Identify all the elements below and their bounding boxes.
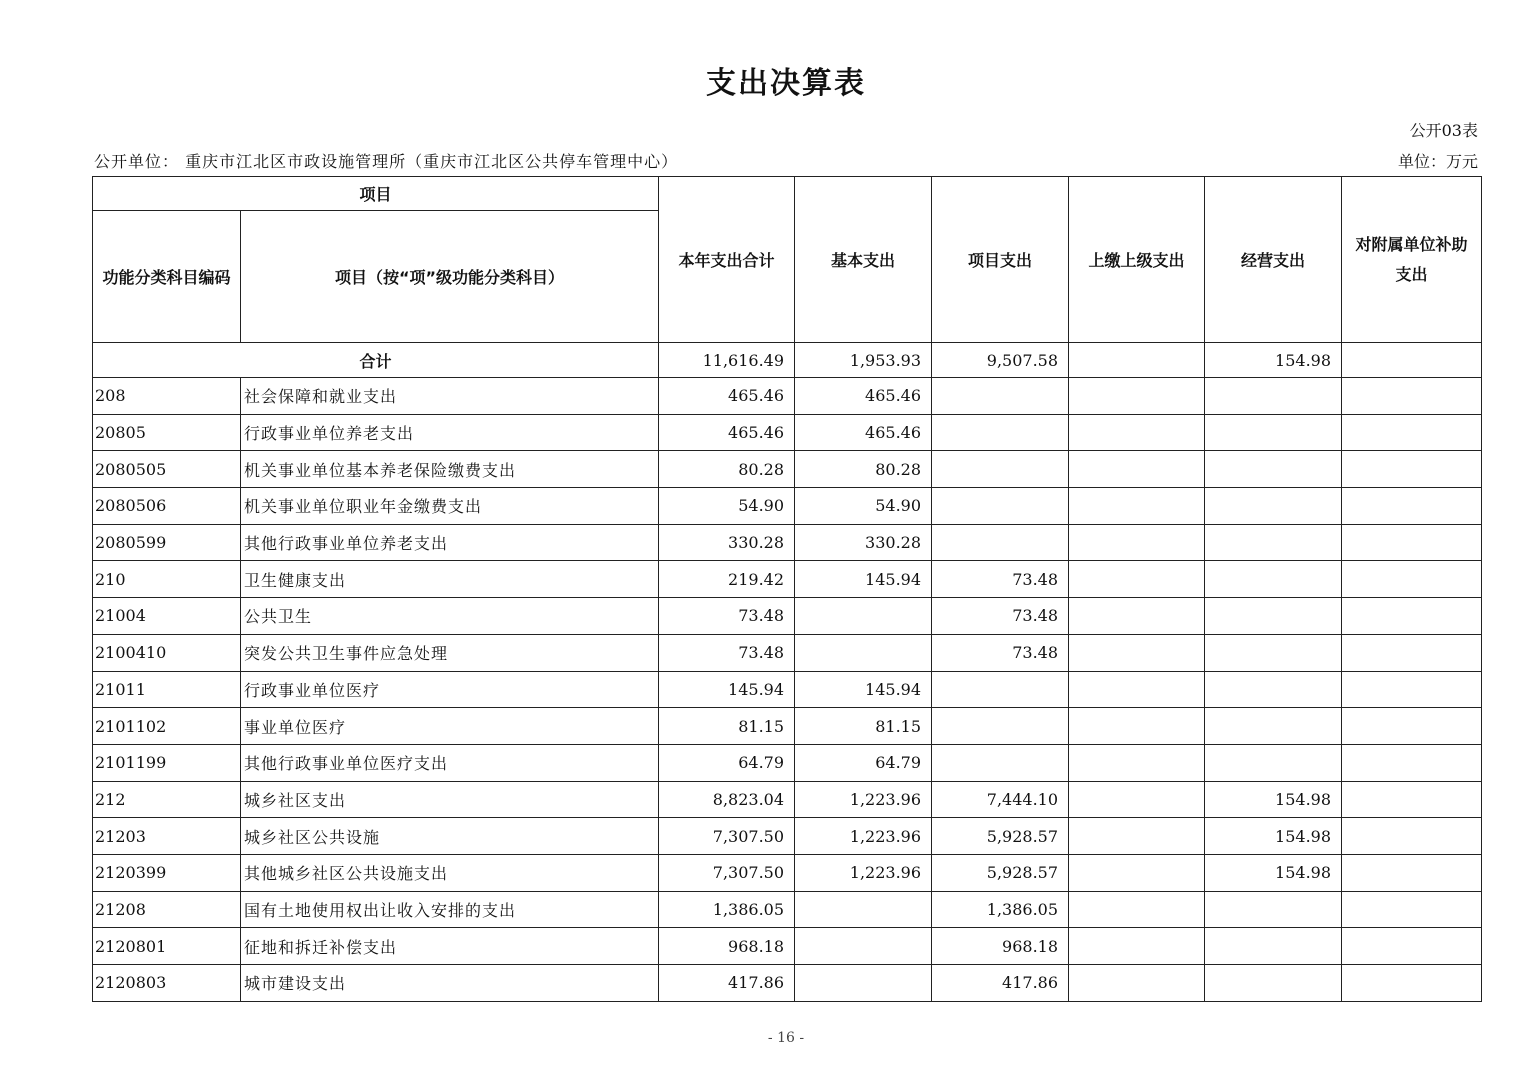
row-basic: 81.15 [795, 708, 932, 745]
row-project: 5,928.57 [932, 818, 1069, 855]
row-project [932, 488, 1069, 525]
row-business [1205, 928, 1342, 965]
row-name: 卫生健康支出 [241, 561, 659, 598]
table-row [93, 671, 1482, 708]
row-project [932, 451, 1069, 488]
row-upper [1069, 561, 1205, 598]
row-project [932, 744, 1069, 781]
row-total: 465.46 [659, 378, 795, 415]
row-name: 其他城乡社区公共设施支出 [241, 854, 659, 891]
row-name: 社会保障和就业支出 [241, 378, 659, 415]
header-upper: 上缴上级支出 [1069, 177, 1205, 343]
header-project: 项目支出 [932, 177, 1069, 343]
row-code: 2080599 [93, 524, 241, 561]
table-row [93, 598, 1482, 635]
table-row [93, 561, 1482, 598]
row-upper [1069, 891, 1205, 928]
table-row [93, 818, 1482, 855]
row-code: 21011 [93, 671, 241, 708]
row-code: 2120801 [93, 928, 241, 965]
page-title: 支出决算表 [706, 66, 866, 101]
row-basic: 54.90 [795, 488, 932, 525]
row-total: 145.94 [659, 671, 795, 708]
row-basic: 1,223.96 [795, 854, 932, 891]
row-basic [795, 928, 932, 965]
row-total: 81.15 [659, 708, 795, 745]
table-row [93, 488, 1482, 525]
row-total: 465.46 [659, 414, 795, 451]
row-project: 7,444.10 [932, 781, 1069, 818]
table-row [93, 891, 1482, 928]
row-upper [1069, 744, 1205, 781]
row-business [1205, 451, 1342, 488]
summary-basic: 1,953.93 [795, 343, 932, 378]
row-subsidy [1342, 598, 1482, 635]
row-basic [795, 598, 932, 635]
row-upper [1069, 965, 1205, 1002]
row-total: 219.42 [659, 561, 795, 598]
summary-row [93, 343, 1482, 378]
row-upper [1069, 854, 1205, 891]
row-basic [795, 891, 932, 928]
row-subsidy [1342, 451, 1482, 488]
page-number: - 16 - [767, 1030, 805, 1046]
row-total: 417.86 [659, 965, 795, 1002]
row-code: 2080506 [93, 488, 241, 525]
unit-info-row [94, 149, 1478, 171]
row-code: 2101102 [93, 708, 241, 745]
row-basic [795, 965, 932, 1002]
row-subsidy [1342, 965, 1482, 1002]
table-row [93, 378, 1482, 415]
form-number: 公开03表 [1409, 121, 1478, 140]
row-business [1205, 598, 1342, 635]
row-upper [1069, 598, 1205, 635]
row-total: 7,307.50 [659, 854, 795, 891]
reporting-unit: 公开单位： 重庆市江北区市政设施管理所（重庆市江北区公共停车管理中心） [94, 152, 679, 171]
row-project: 417.86 [932, 965, 1069, 1002]
row-project: 968.18 [932, 928, 1069, 965]
table-row [93, 414, 1482, 451]
row-project [932, 378, 1069, 415]
row-subsidy [1342, 744, 1482, 781]
row-code: 21208 [93, 891, 241, 928]
row-name: 突发公共卫生事件应急处理 [241, 634, 659, 671]
row-upper [1069, 671, 1205, 708]
row-name: 机关事业单位基本养老保险缴费支出 [241, 451, 659, 488]
row-name: 城乡社区公共设施 [241, 818, 659, 855]
row-basic: 1,223.96 [795, 781, 932, 818]
header-code: 功能分类科目编码 [93, 211, 241, 343]
table-row [93, 634, 1482, 671]
row-project [932, 708, 1069, 745]
row-business: 154.98 [1205, 781, 1342, 818]
row-upper [1069, 451, 1205, 488]
row-basic: 465.46 [795, 414, 932, 451]
row-upper [1069, 488, 1205, 525]
table-row [93, 854, 1482, 891]
row-total: 73.48 [659, 634, 795, 671]
summary-label: 合计 [93, 343, 659, 378]
row-subsidy [1342, 891, 1482, 928]
row-subsidy [1342, 928, 1482, 965]
row-name: 其他行政事业单位养老支出 [241, 524, 659, 561]
row-business [1205, 891, 1342, 928]
row-code: 2100410 [93, 634, 241, 671]
row-total: 330.28 [659, 524, 795, 561]
row-total: 968.18 [659, 928, 795, 965]
row-basic: 80.28 [795, 451, 932, 488]
table-row [93, 928, 1482, 965]
summary-total: 11,616.49 [659, 343, 795, 378]
row-total: 7,307.50 [659, 818, 795, 855]
row-subsidy [1342, 708, 1482, 745]
row-code: 2120399 [93, 854, 241, 891]
row-project: 5,928.57 [932, 854, 1069, 891]
row-upper [1069, 524, 1205, 561]
row-total: 8,823.04 [659, 781, 795, 818]
row-project [932, 414, 1069, 451]
row-basic: 465.46 [795, 378, 932, 415]
row-code: 21203 [93, 818, 241, 855]
row-basic: 145.94 [795, 671, 932, 708]
table-row [93, 524, 1482, 561]
row-total: 64.79 [659, 744, 795, 781]
row-code: 212 [93, 781, 241, 818]
row-name: 事业单位医疗 [241, 708, 659, 745]
row-upper [1069, 928, 1205, 965]
header-item: 项目 [93, 177, 659, 211]
row-business [1205, 671, 1342, 708]
row-code: 20805 [93, 414, 241, 451]
summary-business: 154.98 [1205, 343, 1342, 378]
row-project: 73.48 [932, 634, 1069, 671]
row-name: 机关事业单位职业年金缴费支出 [241, 488, 659, 525]
row-code: 2080505 [93, 451, 241, 488]
expenditure-table [92, 176, 1482, 1002]
row-code: 208 [93, 378, 241, 415]
row-basic: 64.79 [795, 744, 932, 781]
row-business [1205, 634, 1342, 671]
row-subsidy [1342, 378, 1482, 415]
row-name: 行政事业单位医疗 [241, 671, 659, 708]
row-total: 73.48 [659, 598, 795, 635]
summary-upper [1069, 343, 1205, 378]
row-total: 80.28 [659, 451, 795, 488]
row-name: 城乡社区支出 [241, 781, 659, 818]
header-basic: 基本支出 [795, 177, 932, 343]
header-total: 本年支出合计 [659, 177, 795, 343]
row-project [932, 524, 1069, 561]
row-subsidy [1342, 561, 1482, 598]
row-business [1205, 488, 1342, 525]
row-business: 154.98 [1205, 818, 1342, 855]
row-subsidy [1342, 781, 1482, 818]
row-subsidy [1342, 671, 1482, 708]
row-subsidy [1342, 634, 1482, 671]
row-basic: 145.94 [795, 561, 932, 598]
row-business [1205, 524, 1342, 561]
header-name: 项目（按“项”级功能分类科目） [241, 211, 659, 343]
row-subsidy [1342, 854, 1482, 891]
row-project: 73.48 [932, 598, 1069, 635]
row-subsidy [1342, 414, 1482, 451]
row-code: 210 [93, 561, 241, 598]
table-row [93, 781, 1482, 818]
row-code: 2101199 [93, 744, 241, 781]
row-name: 城市建设支出 [241, 965, 659, 1002]
table-row [93, 451, 1482, 488]
row-name: 征地和拆迁补偿支出 [241, 928, 659, 965]
row-business: 154.98 [1205, 854, 1342, 891]
row-basic: 330.28 [795, 524, 932, 561]
row-project [932, 671, 1069, 708]
row-subsidy [1342, 818, 1482, 855]
row-project: 73.48 [932, 561, 1069, 598]
table-row [93, 965, 1482, 1002]
row-upper [1069, 378, 1205, 415]
table-row [93, 744, 1482, 781]
row-business [1205, 414, 1342, 451]
row-business [1205, 378, 1342, 415]
row-upper [1069, 414, 1205, 451]
row-name: 其他行政事业单位医疗支出 [241, 744, 659, 781]
row-code: 21004 [93, 598, 241, 635]
row-subsidy [1342, 488, 1482, 525]
row-upper [1069, 818, 1205, 855]
row-total: 1,386.05 [659, 891, 795, 928]
row-basic: 1,223.96 [795, 818, 932, 855]
row-business [1205, 561, 1342, 598]
row-total: 54.90 [659, 488, 795, 525]
row-business [1205, 965, 1342, 1002]
row-project: 1,386.05 [932, 891, 1069, 928]
summary-project: 9,507.58 [932, 343, 1069, 378]
row-code: 2120803 [93, 965, 241, 1002]
row-upper [1069, 781, 1205, 818]
row-basic [795, 634, 932, 671]
currency-unit: 单位：万元 [1397, 152, 1478, 171]
row-subsidy [1342, 524, 1482, 561]
summary-subsidy [1342, 343, 1482, 378]
row-name: 国有土地使用权出让收入安排的支出 [241, 891, 659, 928]
row-name: 行政事业单位养老支出 [241, 414, 659, 451]
table-row [93, 708, 1482, 745]
row-business [1205, 744, 1342, 781]
row-upper [1069, 634, 1205, 671]
header-subsidy: 对附属单位补助支出 [1342, 177, 1482, 343]
row-name: 公共卫生 [241, 598, 659, 635]
row-business [1205, 708, 1342, 745]
row-upper [1069, 708, 1205, 745]
header-business: 经营支出 [1205, 177, 1342, 343]
